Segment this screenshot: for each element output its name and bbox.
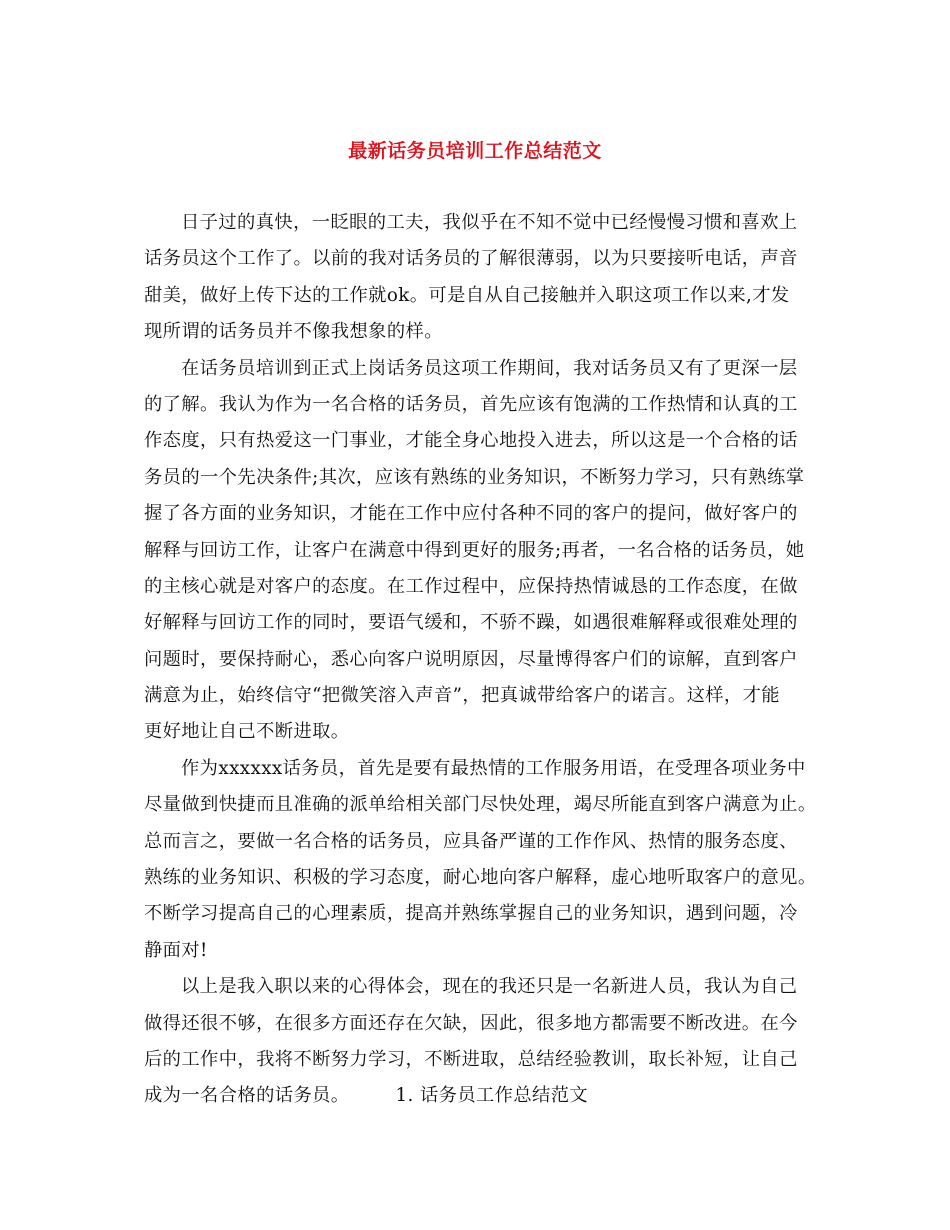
paragraph-line: 解释与回访工作，让客户在满意中得到更好的服务;再者，一名合格的话务员，她 <box>144 539 805 561</box>
related-article-item: 1. 话务员工作总结范文 <box>395 1085 589 1107</box>
paragraph-line: 握了各方面的业务知识，才能在工作中应付各种不同的客户的提问，做好客户的 <box>144 503 798 525</box>
paragraph-line: 话务员这个工作了。以前的我对话务员的了解很薄弱，以为只要接听电话，声音 <box>144 248 798 270</box>
paragraph-line <box>144 1078 806 1114</box>
paragraph-line: 现所谓的话务员并不像我想象的样。 <box>144 321 443 343</box>
paragraph-line: 好解释与回访工作的同时，要语气缓和，不骄不躁，如遇很难解释或很难处理的 <box>144 612 798 634</box>
paragraph-line: 熟练的业务知识、积极的学习态度，耐心地向客户解释，虚心地听取客户的意见。 <box>144 867 817 889</box>
paragraph-line: 以上是我入职以来的心得体会，现在的我还只是一名新进人员，我认为自己 <box>181 976 798 998</box>
document-body <box>144 205 817 1115</box>
paragraph-line: 作态度，只有热爱这一门事业，才能全身心地投入进去，所以这是一个合格的话 <box>144 430 798 452</box>
paragraph-line: 静面对! <box>144 939 208 961</box>
paragraph-line: 作为xxxxxx话务员，首先是要有最热情的工作服务用语，在受理各项业务中 <box>181 757 806 779</box>
paragraph-line: 甜美，做好上传下达的工作就ok。可是自从自己接触并入职这项工作以来,才发 <box>144 284 790 306</box>
paragraph-line: 不断学习提高自己的心理素质，提高并熟练掌握自己的业务知识，遇到问题，冷 <box>144 903 798 925</box>
paragraph-line: 尽量做到快捷而且准确的派单给相关部门尽快处理，竭尽所能直到客户满意为止。 <box>144 794 817 816</box>
paragraph-line: 总而言之，要做一名合格的话务员，应具备严谨的工作作风、热情的服务态度、 <box>144 830 798 852</box>
paragraph-line: 日子过的真快，一眨眼的工夫，我似乎在不知不觉中已经慢慢习惯和喜欢上 <box>181 212 798 233</box>
paragraph-line: 的了解。我认为作为一名合格的话务员，首先应该有饱满的工作热情和认真的工 <box>144 393 798 415</box>
paragraph-line: 务员的一个先决条件;其次，应该有熟练的业务知识，不断努力学习，只有熟练掌 <box>144 466 805 488</box>
paragraph-line: 后的工作中，我将不断努力学习，不断进取，总结经验教训，取长补短，让自己 <box>144 1048 798 1070</box>
paragraph-line: 的主核心就是对客户的态度。在工作过程中，应保持热情诚恳的工作态度，在做 <box>144 575 798 597</box>
paragraph-line: 满意为止，始终信守“把微笑溶入声音”，把真诚带给客户的诺言。这样，才能 <box>144 685 780 707</box>
paragraph-line: 更好地让自己不断进取。 <box>144 721 350 743</box>
paragraph-line-text: 成为一名合格的话务员。 <box>144 1085 350 1107</box>
paragraph-line: 做得还很不够，在很多方面还存在欠缺，因此，很多地方都需要不断改进。在今 <box>144 1012 798 1034</box>
document-title: 最新话务员培训工作总结范文 <box>348 140 602 162</box>
paragraph-line: 问题时，要保持耐心，悉心向客户说明原因，尽量博得客户们的谅解，直到客户 <box>144 648 798 670</box>
paragraph-line: 在话务员培训到正式上岗话务员这项工作期间，我对话务员又有了更深一层 <box>181 357 798 379</box>
